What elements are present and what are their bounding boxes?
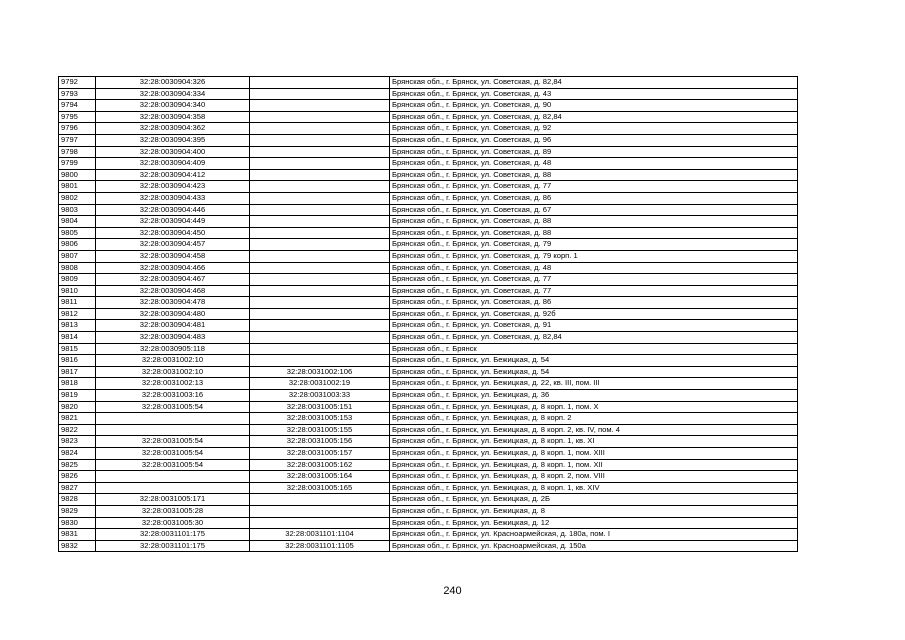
object-number-cell: 32:28:0031005:165 xyxy=(250,482,390,494)
address-cell: Брянская обл., г. Брянск xyxy=(390,343,798,355)
cadastral-number-cell: 32:28:0030904:423 xyxy=(96,181,250,193)
object-number-cell xyxy=(250,274,390,286)
row-number-cell: 9815 xyxy=(59,343,96,355)
address-cell: Брянская обл., г. Брянск, ул. Красноармейская, д. 180а, пом. I xyxy=(390,529,798,541)
cadastral-number-cell xyxy=(96,482,250,494)
object-number-cell: 32:28:0031003:33 xyxy=(250,390,390,402)
cadastral-number-cell: 32:28:0030905:118 xyxy=(96,343,250,355)
address-cell: Брянская обл., г. Брянск, ул. Советская, д. 86 xyxy=(390,192,798,204)
cadastral-number-cell: 32:28:0030904:446 xyxy=(96,204,250,216)
cadastral-number-cell: 32:28:0030904:334 xyxy=(96,88,250,100)
table-row xyxy=(59,413,798,425)
address-cell: Брянская обл., г. Брянск, ул. Бежицкая, д. 8 корп. 2, кв. IV, пом. 4 xyxy=(390,424,798,436)
cadastral-number-cell: 32:28:0030904:326 xyxy=(96,77,250,89)
cadastral-number-cell: 32:28:0031005:54 xyxy=(96,459,250,471)
cadastral-number-cell: 32:28:0030904:481 xyxy=(96,320,250,332)
object-number-cell: 32:28:0031005:151 xyxy=(250,401,390,413)
row-number-cell: 9819 xyxy=(59,390,96,402)
row-number-cell: 9792 xyxy=(59,77,96,89)
table-row xyxy=(59,274,798,286)
cadastral-number-cell: 32:28:0030904:467 xyxy=(96,274,250,286)
object-number-cell xyxy=(250,250,390,262)
table-row xyxy=(59,111,798,123)
address-cell: Брянская обл., г. Брянск, ул. Советская, д. 90 xyxy=(390,100,798,112)
address-cell: Брянская обл., г. Брянск, ул. Советская, д. 79 xyxy=(390,239,798,251)
cadastral-number-cell: 32:28:0030904:458 xyxy=(96,250,250,262)
row-number-cell: 9816 xyxy=(59,355,96,367)
cadastral-number-cell: 32:28:0031002:10 xyxy=(96,366,250,378)
address-cell: Брянская обл., г. Брянск, ул. Советская, д. 67 xyxy=(390,204,798,216)
row-number-cell: 9817 xyxy=(59,366,96,378)
address-cell: Брянская обл., г. Брянск, ул. Бежицкая, д. 22, кв. III, пом. III xyxy=(390,378,798,390)
address-cell: Брянская обл., г. Брянск, ул. Бежицкая, д. 8 корп. 1, кв. XI xyxy=(390,436,798,448)
row-number-cell: 9804 xyxy=(59,216,96,228)
table-row xyxy=(59,227,798,239)
address-cell: Брянская обл., г. Брянск, ул. Советская, д. 88 xyxy=(390,227,798,239)
object-number-cell xyxy=(250,111,390,123)
cadastral-number-cell xyxy=(96,413,250,425)
object-number-cell xyxy=(250,239,390,251)
cadastral-number-cell: 32:28:0030904:449 xyxy=(96,216,250,228)
row-number-cell: 9822 xyxy=(59,424,96,436)
table-row xyxy=(59,424,798,436)
address-cell: Брянская обл., г. Брянск, ул. Советская, д. 48 xyxy=(390,158,798,170)
table-row xyxy=(59,262,798,274)
table-row xyxy=(59,216,798,228)
address-cell: Брянская обл., г. Брянск, ул. Советская, д. 88 xyxy=(390,216,798,228)
object-number-cell: 32:28:0031002:19 xyxy=(250,378,390,390)
row-number-cell: 9814 xyxy=(59,332,96,344)
row-number-cell: 9818 xyxy=(59,378,96,390)
cadastral-number-cell: 32:28:0031002:13 xyxy=(96,378,250,390)
cadastral-number-cell xyxy=(96,471,250,483)
object-number-cell xyxy=(250,517,390,529)
row-number-cell: 9797 xyxy=(59,134,96,146)
object-number-cell: 32:28:0031005:162 xyxy=(250,459,390,471)
row-number-cell: 9805 xyxy=(59,227,96,239)
table-row xyxy=(59,297,798,309)
table-row xyxy=(59,308,798,320)
address-cell: Брянская обл., г. Брянск, ул. Советская, д. 92 xyxy=(390,123,798,135)
row-number-cell: 9824 xyxy=(59,448,96,460)
table-row xyxy=(59,192,798,204)
row-number-cell: 9821 xyxy=(59,413,96,425)
table-row xyxy=(59,123,798,135)
cadastral-number-cell: 32:28:0030904:433 xyxy=(96,192,250,204)
object-number-cell xyxy=(250,204,390,216)
row-number-cell: 9799 xyxy=(59,158,96,170)
address-cell: Брянская обл., г. Брянск, ул. Бежицкая, д. 8 корп. 2, пом. VIII xyxy=(390,471,798,483)
table-row xyxy=(59,100,798,112)
row-number-cell: 9826 xyxy=(59,471,96,483)
address-cell: Брянская обл., г. Брянск, ул. Бежицкая, д. 54 xyxy=(390,355,798,367)
table-row xyxy=(59,482,798,494)
row-number-cell: 9807 xyxy=(59,250,96,262)
cadastral-number-cell: 32:28:0030904:400 xyxy=(96,146,250,158)
table-row xyxy=(59,320,798,332)
cadastral-number-cell: 32:28:0031003:16 xyxy=(96,390,250,402)
object-number-cell xyxy=(250,134,390,146)
object-number-cell xyxy=(250,192,390,204)
cadastral-number-cell: 32:28:0030904:478 xyxy=(96,297,250,309)
object-number-cell xyxy=(250,169,390,181)
address-cell: Брянская обл., г. Брянск, ул. Советская, д. 79 корп. 1 xyxy=(390,250,798,262)
cadastral-number-cell: 32:28:0030904:409 xyxy=(96,158,250,170)
table-row xyxy=(59,332,798,344)
row-number-cell: 9823 xyxy=(59,436,96,448)
address-cell: Брянская обл., г. Брянск, ул. Бежицкая, д. 8 корп. 1, пом. XIII xyxy=(390,448,798,460)
object-number-cell: 32:28:0031005:153 xyxy=(250,413,390,425)
cadastral-number-cell: 32:28:0030904:340 xyxy=(96,100,250,112)
cadastral-table-body xyxy=(59,77,798,552)
row-number-cell: 9811 xyxy=(59,297,96,309)
cadastral-number-cell: 32:28:0030904:412 xyxy=(96,169,250,181)
table-row xyxy=(59,366,798,378)
object-number-cell: 32:28:0031005:164 xyxy=(250,471,390,483)
row-number-cell: 9832 xyxy=(59,540,96,552)
row-number-cell: 9830 xyxy=(59,517,96,529)
object-number-cell: 32:28:0031005:155 xyxy=(250,424,390,436)
row-number-cell: 9828 xyxy=(59,494,96,506)
object-number-cell xyxy=(250,505,390,517)
cadastral-table xyxy=(58,76,798,552)
row-number-cell: 9812 xyxy=(59,308,96,320)
object-number-cell: 32:28:0031101:1104 xyxy=(250,529,390,541)
table-row xyxy=(59,181,798,193)
object-number-cell xyxy=(250,343,390,355)
address-cell: Брянская обл., г. Брянск, ул. Советская, д. 88 xyxy=(390,169,798,181)
object-number-cell xyxy=(250,77,390,89)
address-cell: Брянская обл., г. Брянск, ул. Бежицкая, д. 8 корп. 2 xyxy=(390,413,798,425)
table-row xyxy=(59,77,798,89)
object-number-cell xyxy=(250,262,390,274)
cadastral-number-cell: 32:28:0030904:450 xyxy=(96,227,250,239)
cadastral-number-cell: 32:28:0031002:10 xyxy=(96,355,250,367)
table-row xyxy=(59,169,798,181)
row-number-cell: 9803 xyxy=(59,204,96,216)
table-row xyxy=(59,401,798,413)
row-number-cell: 9810 xyxy=(59,285,96,297)
page-number: 240 xyxy=(443,585,462,597)
cadastral-number-cell: 32:28:0031005:54 xyxy=(96,401,250,413)
object-number-cell xyxy=(250,146,390,158)
object-number-cell xyxy=(250,355,390,367)
address-cell: Брянская обл., г. Брянск, ул. Бежицкая, д. 8 xyxy=(390,505,798,517)
table-row xyxy=(59,285,798,297)
table-row xyxy=(59,158,798,170)
table-row xyxy=(59,390,798,402)
table-row xyxy=(59,239,798,251)
cadastral-number-cell: 32:28:0031005:54 xyxy=(96,448,250,460)
object-number-cell xyxy=(250,332,390,344)
object-number-cell: 32:28:0031005:156 xyxy=(250,436,390,448)
table-row xyxy=(59,494,798,506)
row-number-cell: 9806 xyxy=(59,239,96,251)
cadastral-number-cell: 32:28:0031005:171 xyxy=(96,494,250,506)
row-number-cell: 9808 xyxy=(59,262,96,274)
row-number-cell: 9795 xyxy=(59,111,96,123)
cadastral-number-cell: 32:28:0031101:175 xyxy=(96,540,250,552)
cadastral-number-cell: 32:28:0031005:28 xyxy=(96,505,250,517)
table-row xyxy=(59,343,798,355)
address-cell: Брянская обл., г. Брянск, ул. Бежицкая, д. 8 корп. 1, кв. XIV xyxy=(390,482,798,494)
object-number-cell xyxy=(250,100,390,112)
address-cell: Брянская обл., г. Брянск, ул. Бежицкая, д. 8 корп. 1, пом. XII xyxy=(390,459,798,471)
table-row xyxy=(59,355,798,367)
cadastral-number-cell: 32:28:0031101:175 xyxy=(96,529,250,541)
table-row xyxy=(59,505,798,517)
object-number-cell xyxy=(250,494,390,506)
table-row xyxy=(59,250,798,262)
row-number-cell: 9794 xyxy=(59,100,96,112)
table-row xyxy=(59,146,798,158)
object-number-cell xyxy=(250,285,390,297)
object-number-cell: 32:28:0031005:157 xyxy=(250,448,390,460)
row-number-cell: 9831 xyxy=(59,529,96,541)
table-row xyxy=(59,378,798,390)
address-cell: Брянская обл., г. Брянск, ул. Бежицкая, д. 8 корп. 1, пом. X xyxy=(390,401,798,413)
object-number-cell: 32:28:0031002:106 xyxy=(250,366,390,378)
address-cell: Брянская обл., г. Брянск, ул. Советская, д. 91 xyxy=(390,320,798,332)
cadastral-number-cell: 32:28:0031005:30 xyxy=(96,517,250,529)
address-cell: Брянская обл., г. Брянск, ул. Советская, д. 77 xyxy=(390,181,798,193)
object-number-cell xyxy=(250,227,390,239)
row-number-cell: 9827 xyxy=(59,482,96,494)
cadastral-number-cell: 32:28:0030904:362 xyxy=(96,123,250,135)
cadastral-number-cell: 32:28:0030904:480 xyxy=(96,308,250,320)
address-cell: Брянская обл., г. Брянск, ул. Бежицкая, д. 54 xyxy=(390,366,798,378)
row-number-cell: 9801 xyxy=(59,181,96,193)
table-row xyxy=(59,529,798,541)
table-row xyxy=(59,459,798,471)
address-cell: Брянская обл., г. Брянск, ул. Бежицкая, д. 2Б xyxy=(390,494,798,506)
object-number-cell xyxy=(250,123,390,135)
row-number-cell: 9800 xyxy=(59,169,96,181)
table-row xyxy=(59,436,798,448)
table-row xyxy=(59,134,798,146)
address-cell: Брянская обл., г. Брянск, ул. Советская, д. 77 xyxy=(390,285,798,297)
table-row xyxy=(59,448,798,460)
row-number-cell: 9820 xyxy=(59,401,96,413)
object-number-cell: 32:28:0031101:1105 xyxy=(250,540,390,552)
table-row xyxy=(59,517,798,529)
cadastral-number-cell: 32:28:0031005:54 xyxy=(96,436,250,448)
table-row xyxy=(59,540,798,552)
address-cell: Брянская обл., г. Брянск, ул. Советская, д. 82,84 xyxy=(390,77,798,89)
cadastral-number-cell: 32:28:0030904:457 xyxy=(96,239,250,251)
cadastral-number-cell: 32:28:0030904:395 xyxy=(96,134,250,146)
address-cell: Брянская обл., г. Брянск, ул. Бежицкая, д. 36 xyxy=(390,390,798,402)
cadastral-number-cell xyxy=(96,424,250,436)
address-cell: Брянская обл., г. Брянск, ул. Советская, д. 48 xyxy=(390,262,798,274)
object-number-cell xyxy=(250,216,390,228)
row-number-cell: 9793 xyxy=(59,88,96,100)
row-number-cell: 9798 xyxy=(59,146,96,158)
cadastral-number-cell: 32:28:0030904:483 xyxy=(96,332,250,344)
object-number-cell xyxy=(250,320,390,332)
table-row xyxy=(59,471,798,483)
address-cell: Брянская обл., г. Брянск, ул. Советская, д. 89 xyxy=(390,146,798,158)
object-number-cell xyxy=(250,181,390,193)
cadastral-number-cell: 32:28:0030904:466 xyxy=(96,262,250,274)
table-row xyxy=(59,204,798,216)
address-cell: Брянская обл., г. Брянск, ул. Советская, д. 82,84 xyxy=(390,111,798,123)
cadastral-number-cell: 32:28:0030904:358 xyxy=(96,111,250,123)
row-number-cell: 9829 xyxy=(59,505,96,517)
object-number-cell xyxy=(250,88,390,100)
row-number-cell: 9796 xyxy=(59,123,96,135)
address-cell: Брянская обл., г. Брянск, ул. Советская, д. 96 xyxy=(390,134,798,146)
row-number-cell: 9802 xyxy=(59,192,96,204)
address-cell: Брянская обл., г. Брянск, ул. Советская, д. 77 xyxy=(390,274,798,286)
address-cell: Брянская обл., г. Брянск, ул. Советская, д. 82,84 xyxy=(390,332,798,344)
row-number-cell: 9813 xyxy=(59,320,96,332)
table-row xyxy=(59,88,798,100)
object-number-cell xyxy=(250,308,390,320)
object-number-cell xyxy=(250,297,390,309)
cadastral-number-cell: 32:28:0030904:468 xyxy=(96,285,250,297)
object-number-cell xyxy=(250,158,390,170)
address-cell: Брянская обл., г. Брянск, ул. Советская, д. 86 xyxy=(390,297,798,309)
address-cell: Брянская обл., г. Брянск, ул. Бежицкая, д. 12 xyxy=(390,517,798,529)
address-cell: Брянская обл., г. Брянск, ул. Советская, д. 92б xyxy=(390,308,798,320)
row-number-cell: 9825 xyxy=(59,459,96,471)
address-cell: Брянская обл., г. Брянск, ул. Советская, д. 43 xyxy=(390,88,798,100)
row-number-cell: 9809 xyxy=(59,274,96,286)
address-cell: Брянская обл., г. Брянск, ул. Красноармейская, д. 150а xyxy=(390,540,798,552)
